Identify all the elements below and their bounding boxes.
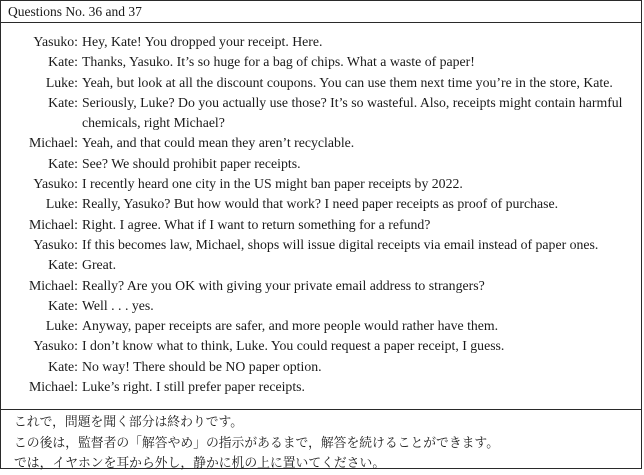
instruction-line: これで，問題を聞く部分は終わりです。 bbox=[14, 415, 244, 430]
speaker-name: Michael: bbox=[28, 216, 78, 232]
dialogue-line bbox=[1, 235, 641, 255]
dialogue-text: Really, Yasuko? But how would that work? I need paper receipts as proof of purchase. bbox=[82, 196, 559, 212]
dialogue-text: I don’t know what to think, Luke. You could request a paper receipt, I guess. bbox=[82, 338, 505, 354]
dialogue-text: Really? Are you OK with giving your private email address to strangers? bbox=[82, 277, 485, 293]
dialogue-line bbox=[1, 377, 641, 397]
speaker-name: Yasuko: bbox=[33, 236, 78, 252]
dialogue-line bbox=[1, 336, 641, 356]
dialogue-transcript bbox=[1, 23, 641, 410]
speaker-name: Yasuko: bbox=[33, 176, 78, 192]
dialogue-line bbox=[1, 93, 641, 134]
dialogue-line bbox=[1, 133, 641, 153]
speaker-name: Yasuko: bbox=[33, 338, 78, 354]
dialogue-text: Luke’s right. I still prefer paper receipts. bbox=[82, 379, 305, 395]
speaker-name: Michael: bbox=[28, 379, 78, 395]
dialogue-text: Hey, Kate! You dropped your receipt. Here. bbox=[82, 34, 323, 49]
dialogue-line bbox=[1, 357, 641, 377]
question-header: Questions No. 36 and 37 bbox=[1, 1, 641, 23]
dialogue-text: Thanks, Yasuko. It’s so huge for a bag of chips. What a waste of paper! bbox=[82, 54, 475, 70]
dialogue-text: If this becomes law, Michael, shops will issue digital receipts via email instead of paper ones. bbox=[82, 236, 599, 252]
speaker-name: Luke: bbox=[45, 74, 78, 90]
dialogue-line bbox=[1, 52, 641, 72]
speaker-name: Yasuko: bbox=[33, 34, 78, 49]
dialogue-text: Great. bbox=[82, 257, 117, 273]
instruction-line: この後は，監督者の「解答やめ」の指示があるまで，解答を続けることができます。 bbox=[14, 435, 500, 451]
dialogue-line bbox=[1, 73, 641, 93]
dialogue-text: Anyway, paper receipts are safer, and more people would rather have them. bbox=[82, 318, 499, 334]
dialogue-line bbox=[1, 316, 641, 336]
speaker-name: Kate: bbox=[48, 257, 78, 273]
dialogue-text: Seriously, Luke? Do you actually use those? It’s so wasteful. Also, receipts might contain harmful chemicals, right Michael? bbox=[82, 94, 623, 131]
dialogue-text: I recently heard one city in the US might ban paper receipts by 2022. bbox=[82, 176, 463, 192]
dialogue-text: No way! There should be NO paper option. bbox=[82, 358, 322, 374]
dialogue-line bbox=[1, 215, 641, 235]
dialogue-line bbox=[1, 255, 641, 275]
instruction-line: では，イヤホンを耳から外し，静かに机の上に置いてください。 bbox=[14, 456, 386, 471]
dialogue-line bbox=[1, 32, 641, 52]
dialogue-line bbox=[1, 194, 641, 214]
speaker-name: Kate: bbox=[48, 297, 78, 313]
speaker-name: Luke: bbox=[45, 196, 78, 212]
speaker-name: Kate: bbox=[48, 54, 78, 70]
dialogue-line bbox=[1, 296, 641, 316]
dialogue-text: Right. I agree. What if I want to return something for a refund? bbox=[82, 216, 431, 232]
speaker-name: Kate: bbox=[48, 358, 78, 374]
dialogue-line bbox=[1, 174, 641, 194]
dialogue-line bbox=[1, 154, 641, 174]
dialogue-line bbox=[1, 276, 641, 296]
dialogue-text: Yeah, and that could mean they aren’t recyclable. bbox=[82, 135, 355, 151]
speaker-name: Michael: bbox=[28, 277, 78, 293]
speaker-name: Kate: bbox=[48, 94, 78, 110]
dialogue-text: Yeah, but look at all the discount coupons. You can use them next time you’re in the store, Kate. bbox=[82, 74, 613, 90]
speaker-name: Michael: bbox=[28, 135, 78, 151]
speaker-name: Kate: bbox=[48, 155, 78, 171]
dialogue-text: Well . . . yes. bbox=[82, 297, 154, 313]
dialogue-text: See? We should prohibit paper receipts. bbox=[82, 155, 301, 171]
closing-instructions bbox=[1, 410, 641, 475]
speaker-name: Luke: bbox=[45, 318, 78, 334]
